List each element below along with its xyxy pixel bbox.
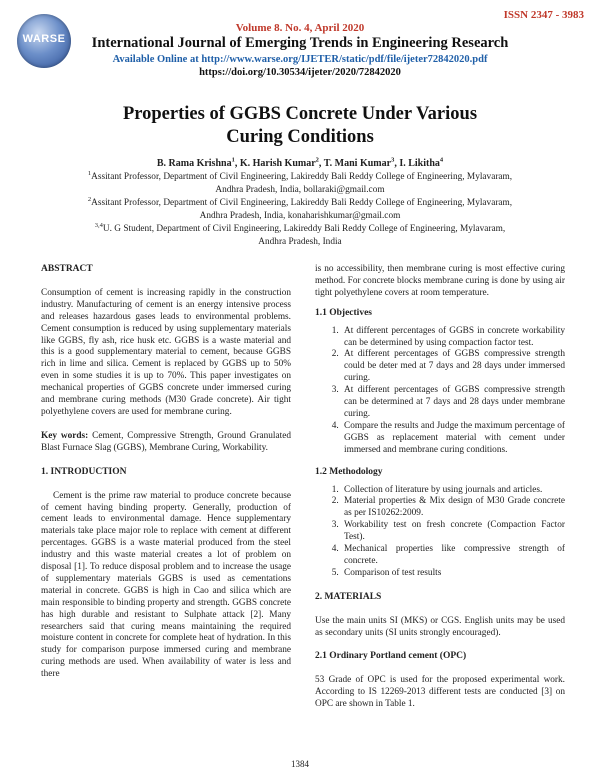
journal-title: International Journal of Emerging Trends in Engineering Research <box>91 35 509 51</box>
page-number: 1384 <box>291 759 309 769</box>
right-column <box>315 264 565 711</box>
materials-text: Use the main units SI (MKS) or CGS. English units may be used as secondary units (SI units strongly encouraged). <box>315 615 565 638</box>
affiliation: $^1$Assitant Professor, Department of Civil Engineering, Lakireddy Bali Reddy College of Engineering, Mylavaram, Andhra Pradesh, India, bollaraki@gmail.com <box>87 169 513 195</box>
author: T. Mani Kumar <box>323 158 392 169</box>
list-item: 1. Collection of literature by using journals and articles. <box>341 485 565 497</box>
introduction-text: Cement is the prime raw material to produce concrete because of cement having binding property. Generally, production of cement leads to environmental damage. Hence supplementary materials take place major role to replace with cement at different percentages. GGBS is a waste material produced from the steel industry and this waste material creates a lot of problem on disposal [1]. To reduce disposal problem and to increase the usage of supplementary materials GGBS is used as cementations material in concrete. GGBS is high in Cao and silica which are main responsible to binding property and strength. GGBS concrete has high durable and resistant to Sulphate attack [2]. Many researchers said that curing means maintaining the required moisture content in concrete for complete heat of hydration. In this study for comparison purpose immersed curing and membrane curing methods are used. When availability of water is less and there <box>41 490 291 680</box>
author-list: B. Rama Krishna$^1$, K. Harish Kumar$^2$, T. Mani Kumar$^3$, I. Likitha$^4$ <box>156 156 444 169</box>
objectives-list <box>315 326 565 457</box>
list-item: 2. At different percentages of GGBS compressive strength could be deter med at 7 days and 28 days under immersed curing. <box>341 349 565 385</box>
list-item: 5. Comparison of test results <box>341 568 565 580</box>
list-item: 4. Compare the results and Judge the maximum percentage of GGBS as replacement material with cement under immersed and membrane curing conditions. <box>341 421 565 457</box>
paper-title: Properties of GGBS Concrete Under Various Curing Conditions <box>122 104 478 147</box>
left-column <box>41 264 291 681</box>
abstract-text: Consumption of cement is increasing rapidly in the construction industry. Manufacturing of cement is an energy intensive process and releases hazardous gases leads to environmental problems. Cement consumption is reduced by using supplementary materials like GGBS, fly ash, rice husk etc. GGBS is a waste material and this is a good supplementary material to cement, because GGBS rich in lime and silica. Cement is replaced by GGBS up to 50% even in some studies it is up to 70%. This paper investigates on mechanical properties of GGBS concrete under immersed curing and membrane curing methods (M30 Grade concrete). Air tight polyethylene covers are used for membrane curing. <box>41 287 291 417</box>
issn: ISSN 2347 - 3983 <box>503 9 584 21</box>
author: K. Harish Kumar <box>239 158 316 169</box>
affiliation: $^2$Assitant Professor, Department of Civil Engineering, Lakireddy Bali Reddy College of Engineering, Mylavaram, Andhra Pradesh, India, konaharishkumar@gmail.com <box>87 195 513 221</box>
keywords-label: Key words: <box>41 430 89 441</box>
doi-link[interactable]: https://doi.org/10.30534/ijeter/2020/72842020 <box>199 67 401 78</box>
list-item: 3. Workability test on fresh concrete (Compaction Factor Test). <box>341 520 565 544</box>
materials-heading: 2. MATERIALS <box>315 591 382 602</box>
introduction-continued: is no accessibility, then membrane curing is most effective curing method. For concrete blocks membrane curing is done by using air tight polyethylene covers at room temperature. <box>315 264 565 298</box>
list-item: 4. Mechanical properties like compressive strength of concrete. <box>341 544 565 568</box>
volume-info: Volume 8. No. 4, April 2020 <box>235 22 365 34</box>
methodology-heading: 1.2 Methodology <box>315 466 383 477</box>
opc-heading: 2.1 Ordinary Portland cement (OPC) <box>315 651 467 662</box>
logo-text: WARSE <box>22 33 66 45</box>
availability-link[interactable]: Available Online at http://www.warse.org/IJETER/static/pdf/file/ijeter72842020.pdf <box>112 54 488 65</box>
abstract-heading: ABSTRACT <box>41 264 93 274</box>
list-item: 1. At different percentages of GGBS in concrete workability can be determined by using compaction factor test. <box>341 326 565 350</box>
author: I. Likitha <box>399 158 440 169</box>
introduction-heading: 1. INTRODUCTION <box>41 466 127 477</box>
author: B. Rama Krishna <box>156 158 232 169</box>
affiliation: $^{3,4}$U. G Student, Department of Civil Engineering, Lakireddy Bali Reddy College of Engineering, Mylavaram, Andhra Pradesh, India <box>94 221 506 247</box>
keywords <box>41 431 291 455</box>
list-item: 3. At different percentages of GGBS compressive strength can be determined at 7 days and 28 days under membrane curing. <box>341 385 565 421</box>
list-item: 2. Material properties & Mix design of M30 Grade concrete as per IS10262:2009. <box>341 496 565 520</box>
objectives-heading: 1.1 Objectives <box>315 307 372 318</box>
opc-text: 53 Grade of OPC is used for the proposed experimental work. According to IS 12269-2013 different tests are conducted [3] on OPC are shown in Table 1. <box>315 675 565 710</box>
methodology-list <box>315 485 565 580</box>
keywords-text: Cement, Compressive Strength, Ground Granulated Blast Furnace Slag (GGBS), Membrane Curing, Workability. <box>41 430 291 453</box>
